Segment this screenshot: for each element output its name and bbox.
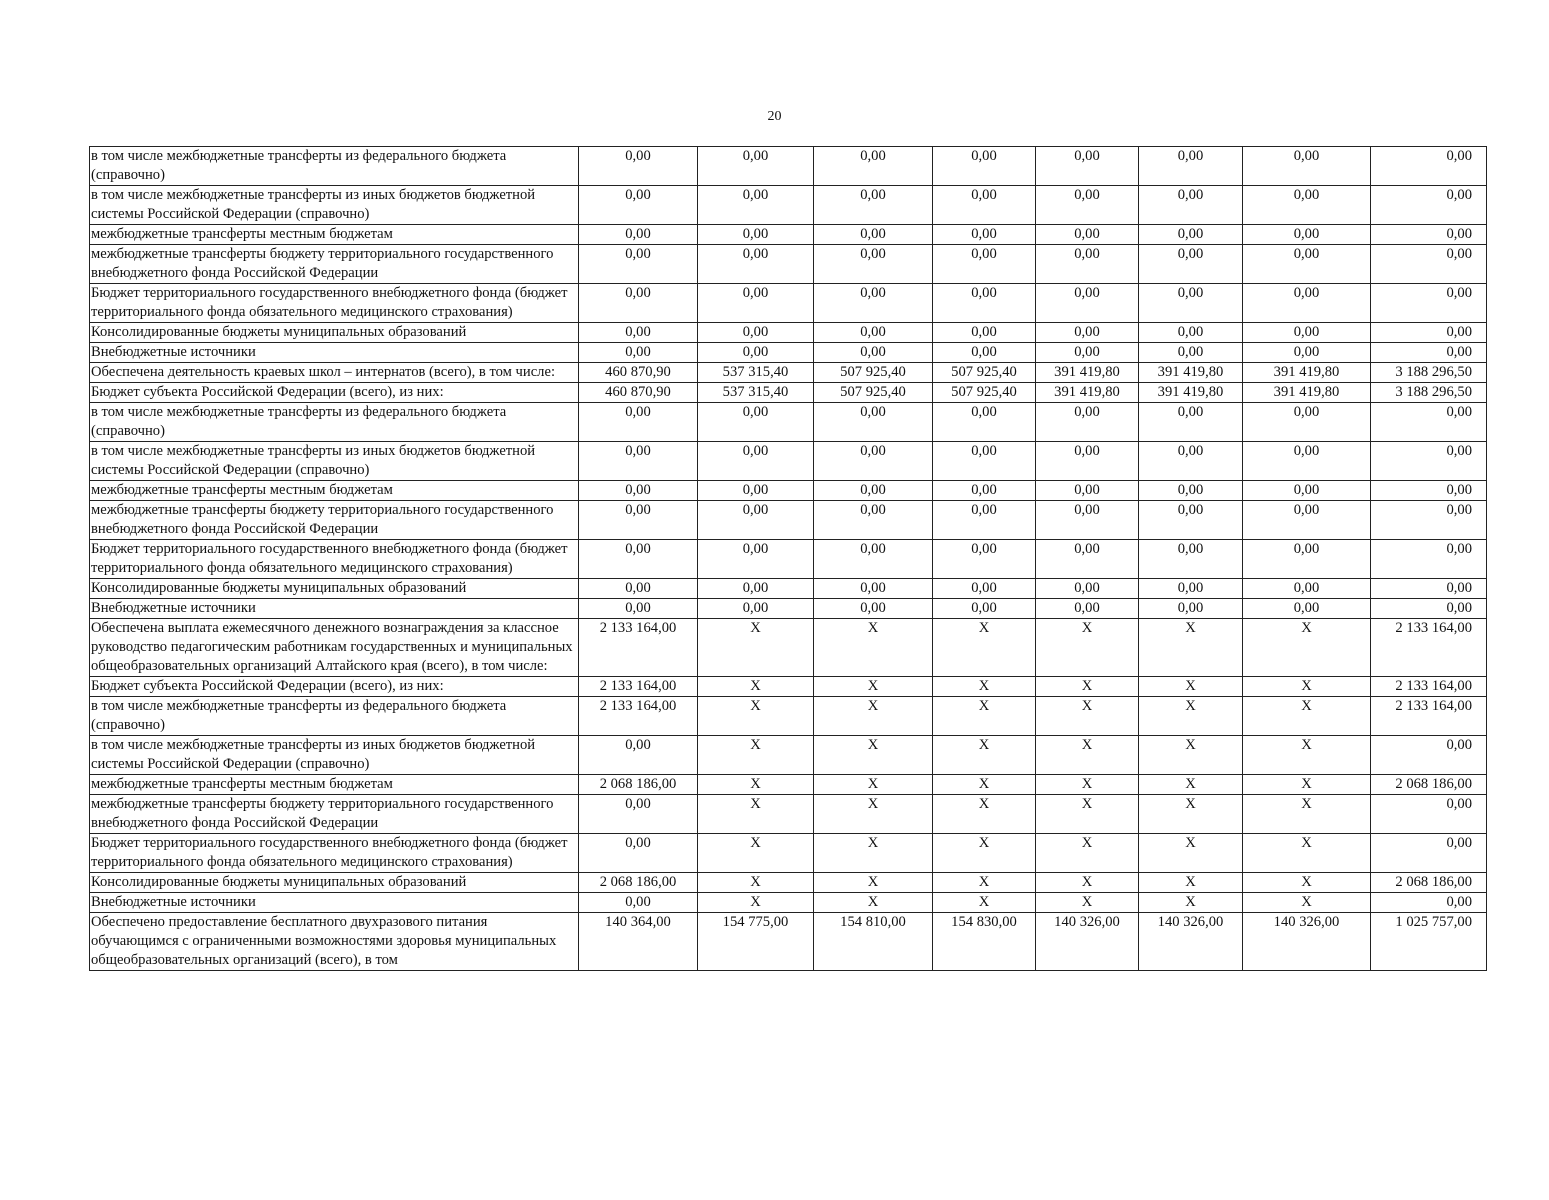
table-row	[90, 501, 1487, 540]
row-total-cell: 0,00	[1371, 343, 1487, 363]
value-cell: 0,00	[1139, 147, 1243, 186]
value-cell: X	[1243, 873, 1371, 893]
value-cell: 0,00	[933, 284, 1036, 323]
value-cell: 0,00	[698, 343, 814, 363]
table-row	[90, 795, 1487, 834]
row-total-cell: 0,00	[1371, 501, 1487, 540]
value-cell: X	[1139, 736, 1243, 775]
value-cell: X	[814, 834, 933, 873]
value-cell: X	[1036, 775, 1139, 795]
value-cell: 0,00	[814, 147, 933, 186]
row-label: Внебюджетные источники	[90, 893, 579, 913]
value-cell: X	[933, 736, 1036, 775]
table-row	[90, 225, 1487, 245]
value-cell: 0,00	[698, 284, 814, 323]
table-row	[90, 363, 1487, 383]
value-cell: 2 133 164,00	[579, 677, 698, 697]
value-cell: X	[814, 619, 933, 677]
value-cell: 0,00	[579, 736, 698, 775]
value-cell: X	[1243, 619, 1371, 677]
value-cell: X	[1243, 775, 1371, 795]
row-label: Внебюджетные источники	[90, 599, 579, 619]
value-cell: 0,00	[1243, 599, 1371, 619]
table-row	[90, 579, 1487, 599]
row-label: в том числе межбюджетные трансферты из иных бюджетов бюджетной системы Российской Федерации (справочно)	[90, 186, 579, 225]
value-cell: 0,00	[698, 186, 814, 225]
table-row	[90, 284, 1487, 323]
row-label: Консолидированные бюджеты муниципальных образований	[90, 579, 579, 599]
table-row	[90, 481, 1487, 501]
value-cell: X	[1243, 697, 1371, 736]
row-label: Обеспечена деятельность краевых школ – интернатов (всего), в том числе:	[90, 363, 579, 383]
value-cell: X	[1139, 795, 1243, 834]
value-cell: 0,00	[933, 403, 1036, 442]
value-cell: 0,00	[814, 442, 933, 481]
value-cell: 0,00	[1243, 403, 1371, 442]
value-cell: 0,00	[1139, 540, 1243, 579]
value-cell: 0,00	[814, 501, 933, 540]
row-total-cell: 0,00	[1371, 245, 1487, 284]
table-row	[90, 147, 1487, 186]
value-cell: 140 364,00	[579, 913, 698, 971]
value-cell: 0,00	[1139, 501, 1243, 540]
value-cell: 0,00	[579, 403, 698, 442]
row-total-cell: 0,00	[1371, 599, 1487, 619]
value-cell: 460 870,90	[579, 363, 698, 383]
value-cell: 0,00	[814, 245, 933, 284]
value-cell: 0,00	[1036, 147, 1139, 186]
value-cell: 0,00	[698, 245, 814, 284]
value-cell: 391 419,80	[1243, 363, 1371, 383]
value-cell: 0,00	[1036, 540, 1139, 579]
table-row	[90, 245, 1487, 284]
value-cell: 0,00	[579, 795, 698, 834]
row-total-cell: 2 133 164,00	[1371, 697, 1487, 736]
value-cell: 0,00	[1036, 579, 1139, 599]
value-cell: X	[814, 736, 933, 775]
value-cell: X	[698, 834, 814, 873]
value-cell: 0,00	[579, 284, 698, 323]
value-cell: X	[698, 619, 814, 677]
value-cell: 0,00	[698, 579, 814, 599]
table-row	[90, 323, 1487, 343]
value-cell: 0,00	[814, 579, 933, 599]
value-cell: 0,00	[579, 893, 698, 913]
value-cell: 0,00	[814, 343, 933, 363]
row-label: Обеспечена выплата ежемесячного денежного вознаграждения за классное руководство педагогическим работникам государственных и муниципальных общеобразовательных организаций Алтайского края (всего), в том числе:	[90, 619, 579, 677]
value-cell: X	[933, 834, 1036, 873]
value-cell: X	[933, 697, 1036, 736]
value-cell: 0,00	[1036, 481, 1139, 501]
value-cell: X	[1139, 873, 1243, 893]
value-cell: 0,00	[933, 186, 1036, 225]
value-cell: 0,00	[698, 323, 814, 343]
value-cell: 0,00	[933, 540, 1036, 579]
value-cell: 140 326,00	[1243, 913, 1371, 971]
row-total-cell: 0,00	[1371, 795, 1487, 834]
table-row	[90, 873, 1487, 893]
value-cell: 154 775,00	[698, 913, 814, 971]
row-total-cell: 0,00	[1371, 442, 1487, 481]
row-label: межбюджетные трансферты бюджету территориального государственного внебюджетного фонда Российской Федерации	[90, 795, 579, 834]
table-row	[90, 343, 1487, 363]
row-label: в том числе межбюджетные трансферты из федерального бюджета (справочно)	[90, 403, 579, 442]
value-cell: 0,00	[1139, 403, 1243, 442]
value-cell: X	[814, 893, 933, 913]
value-cell: X	[698, 736, 814, 775]
row-label: межбюджетные трансферты местным бюджетам	[90, 225, 579, 245]
row-label: Бюджет субъекта Российской Федерации (всего), из них:	[90, 383, 579, 403]
value-cell: X	[698, 893, 814, 913]
value-cell: 537 315,40	[698, 383, 814, 403]
value-cell: 0,00	[814, 481, 933, 501]
row-label: межбюджетные трансферты местным бюджетам	[90, 481, 579, 501]
row-total-cell: 0,00	[1371, 579, 1487, 599]
row-label: межбюджетные трансферты местным бюджетам	[90, 775, 579, 795]
table-row	[90, 913, 1487, 971]
value-cell: 0,00	[1243, 225, 1371, 245]
row-label: Внебюджетные источники	[90, 343, 579, 363]
value-cell: X	[1243, 795, 1371, 834]
value-cell: 0,00	[1036, 245, 1139, 284]
value-cell: 2 068 186,00	[579, 873, 698, 893]
value-cell: 0,00	[933, 481, 1036, 501]
value-cell: X	[1243, 736, 1371, 775]
value-cell: 140 326,00	[1036, 913, 1139, 971]
value-cell: 0,00	[698, 225, 814, 245]
value-cell: 0,00	[698, 540, 814, 579]
value-cell: 0,00	[933, 245, 1036, 284]
value-cell: 2 068 186,00	[579, 775, 698, 795]
value-cell: 507 925,40	[814, 363, 933, 383]
value-cell: X	[698, 677, 814, 697]
value-cell: 154 810,00	[814, 913, 933, 971]
value-cell: 2 133 164,00	[579, 697, 698, 736]
value-cell: X	[698, 795, 814, 834]
value-cell: 507 925,40	[933, 383, 1036, 403]
value-cell: 507 925,40	[814, 383, 933, 403]
page-number: 20	[767, 109, 782, 124]
table-row	[90, 599, 1487, 619]
value-cell: 0,00	[1036, 442, 1139, 481]
value-cell: 0,00	[1139, 599, 1243, 619]
row-total-cell: 0,00	[1371, 834, 1487, 873]
row-total-cell: 3 188 296,50	[1371, 363, 1487, 383]
row-total-cell: 0,00	[1371, 147, 1487, 186]
value-cell: 0,00	[579, 245, 698, 284]
value-cell: 0,00	[933, 323, 1036, 343]
value-cell: 0,00	[698, 501, 814, 540]
table-row	[90, 403, 1487, 442]
value-cell: 0,00	[814, 323, 933, 343]
row-total-cell: 1 025 757,00	[1371, 913, 1487, 971]
value-cell: X	[1243, 893, 1371, 913]
value-cell: X	[814, 795, 933, 834]
value-cell: 0,00	[1036, 599, 1139, 619]
value-cell: 0,00	[1139, 481, 1243, 501]
value-cell: X	[933, 795, 1036, 834]
value-cell: 0,00	[1139, 284, 1243, 323]
value-cell: X	[933, 775, 1036, 795]
value-cell: 0,00	[1243, 284, 1371, 323]
value-cell: 0,00	[698, 481, 814, 501]
value-cell: 0,00	[933, 579, 1036, 599]
value-cell: 0,00	[814, 540, 933, 579]
row-label: Бюджет территориального государственного внебюджетного фонда (бюджет территориального фонда обязательного медицинского страхования)	[90, 834, 579, 873]
row-label: в том числе межбюджетные трансферты из федерального бюджета (справочно)	[90, 147, 579, 186]
value-cell: 0,00	[1139, 442, 1243, 481]
table-row	[90, 834, 1487, 873]
value-cell: 0,00	[1243, 540, 1371, 579]
value-cell: X	[1139, 697, 1243, 736]
table-row	[90, 775, 1487, 795]
row-total-cell: 0,00	[1371, 225, 1487, 245]
row-label: Бюджет территориального государственного внебюджетного фонда (бюджет территориального фонда обязательного медицинского страхования)	[90, 540, 579, 579]
value-cell: 0,00	[1243, 147, 1371, 186]
value-cell: 0,00	[1139, 245, 1243, 284]
value-cell: 0,00	[579, 186, 698, 225]
value-cell: 0,00	[579, 147, 698, 186]
value-cell: 0,00	[933, 501, 1036, 540]
value-cell: 0,00	[814, 225, 933, 245]
value-cell: X	[1036, 619, 1139, 677]
value-cell: 391 419,80	[1243, 383, 1371, 403]
value-cell: X	[814, 873, 933, 893]
value-cell: 0,00	[933, 147, 1036, 186]
value-cell: 391 419,80	[1036, 363, 1139, 383]
row-label: в том числе межбюджетные трансферты из федерального бюджета (справочно)	[90, 697, 579, 736]
row-total-cell: 0,00	[1371, 403, 1487, 442]
value-cell: X	[1139, 619, 1243, 677]
value-cell: X	[1139, 677, 1243, 697]
table-body	[90, 147, 1487, 971]
value-cell: 0,00	[698, 147, 814, 186]
value-cell: 0,00	[814, 284, 933, 323]
table-row	[90, 619, 1487, 677]
table-row	[90, 697, 1487, 736]
row-total-cell: 0,00	[1371, 284, 1487, 323]
row-total-cell: 2 133 164,00	[1371, 677, 1487, 697]
value-cell: 0,00	[1139, 186, 1243, 225]
value-cell: 0,00	[1036, 323, 1139, 343]
value-cell: 460 870,90	[579, 383, 698, 403]
value-cell: 0,00	[579, 834, 698, 873]
row-label: в том числе межбюджетные трансферты из иных бюджетов бюджетной системы Российской Федерации (справочно)	[90, 442, 579, 481]
value-cell: 0,00	[814, 403, 933, 442]
row-label: Консолидированные бюджеты муниципальных образований	[90, 323, 579, 343]
value-cell: 0,00	[698, 403, 814, 442]
row-total-cell: 0,00	[1371, 481, 1487, 501]
value-cell: 0,00	[1036, 501, 1139, 540]
value-cell: X	[814, 677, 933, 697]
table-row	[90, 186, 1487, 225]
value-cell: X	[698, 775, 814, 795]
row-total-cell: 2 133 164,00	[1371, 619, 1487, 677]
value-cell: 0,00	[698, 442, 814, 481]
value-cell: 0,00	[933, 343, 1036, 363]
value-cell: 0,00	[579, 599, 698, 619]
value-cell: X	[1243, 834, 1371, 873]
value-cell: 0,00	[579, 442, 698, 481]
value-cell: 0,00	[1036, 284, 1139, 323]
value-cell: X	[814, 697, 933, 736]
value-cell: 391 419,80	[1139, 363, 1243, 383]
row-total-cell: 0,00	[1371, 893, 1487, 913]
row-label: Бюджет субъекта Российской Федерации (всего), из них:	[90, 677, 579, 697]
row-label: Бюджет территориального государственного внебюджетного фонда (бюджет территориального фонда обязательного медицинского страхования)	[90, 284, 579, 323]
value-cell: 0,00	[1036, 225, 1139, 245]
table-row	[90, 893, 1487, 913]
row-total-cell: 0,00	[1371, 736, 1487, 775]
value-cell: 0,00	[933, 442, 1036, 481]
value-cell: X	[1139, 834, 1243, 873]
value-cell: 0,00	[1243, 323, 1371, 343]
value-cell: 391 419,80	[1139, 383, 1243, 403]
row-total-cell: 0,00	[1371, 186, 1487, 225]
value-cell: X	[1139, 893, 1243, 913]
table-row	[90, 540, 1487, 579]
value-cell: 0,00	[1036, 186, 1139, 225]
table-row	[90, 383, 1487, 403]
row-total-cell: 3 188 296,50	[1371, 383, 1487, 403]
row-total-cell: 0,00	[1371, 323, 1487, 343]
row-label: в том числе межбюджетные трансферты из иных бюджетов бюджетной системы Российской Федерации (справочно)	[90, 736, 579, 775]
value-cell: 0,00	[1243, 501, 1371, 540]
value-cell: 0,00	[1139, 225, 1243, 245]
value-cell: 0,00	[1036, 403, 1139, 442]
value-cell: 0,00	[1139, 343, 1243, 363]
value-cell: 0,00	[1139, 323, 1243, 343]
value-cell: X	[814, 775, 933, 795]
value-cell: 0,00	[579, 225, 698, 245]
value-cell: 0,00	[933, 599, 1036, 619]
value-cell: 0,00	[1243, 442, 1371, 481]
value-cell: 2 133 164,00	[579, 619, 698, 677]
value-cell: 0,00	[1243, 481, 1371, 501]
budget-table	[89, 146, 1487, 971]
value-cell: X	[698, 697, 814, 736]
value-cell: 0,00	[579, 540, 698, 579]
table-row	[90, 736, 1487, 775]
value-cell: X	[1036, 795, 1139, 834]
value-cell: X	[1036, 834, 1139, 873]
value-cell: 0,00	[1243, 343, 1371, 363]
value-cell: 0,00	[579, 343, 698, 363]
value-cell: 0,00	[579, 323, 698, 343]
value-cell: X	[933, 677, 1036, 697]
value-cell: X	[1036, 697, 1139, 736]
value-cell: X	[933, 873, 1036, 893]
value-cell: 0,00	[579, 501, 698, 540]
value-cell: 0,00	[933, 225, 1036, 245]
row-label: межбюджетные трансферты бюджету территориального государственного внебюджетного фонда Российской Федерации	[90, 245, 579, 284]
row-total-cell: 2 068 186,00	[1371, 873, 1487, 893]
value-cell: 0,00	[1243, 245, 1371, 284]
row-total-cell: 0,00	[1371, 540, 1487, 579]
value-cell: X	[1036, 677, 1139, 697]
value-cell: X	[933, 619, 1036, 677]
value-cell: 507 925,40	[933, 363, 1036, 383]
value-cell: 0,00	[814, 186, 933, 225]
value-cell: X	[1139, 775, 1243, 795]
value-cell: 0,00	[1139, 579, 1243, 599]
value-cell: X	[1036, 893, 1139, 913]
value-cell: X	[933, 893, 1036, 913]
row-label: Обеспечено предоставление бесплатного двухразового питания обучающимся с ограниченными возможностями здоровья муниципальных общеобразовательных организаций (всего), в том	[90, 913, 579, 971]
value-cell: 0,00	[579, 481, 698, 501]
row-label: межбюджетные трансферты бюджету территориального государственного внебюджетного фонда Российской Федерации	[90, 501, 579, 540]
value-cell: 140 326,00	[1139, 913, 1243, 971]
value-cell: X	[1243, 677, 1371, 697]
value-cell: X	[1036, 873, 1139, 893]
value-cell: 0,00	[1243, 579, 1371, 599]
value-cell: X	[1036, 736, 1139, 775]
table-row	[90, 677, 1487, 697]
table-row	[90, 442, 1487, 481]
value-cell: 0,00	[1036, 343, 1139, 363]
row-total-cell: 2 068 186,00	[1371, 775, 1487, 795]
value-cell: 0,00	[814, 599, 933, 619]
value-cell: 391 419,80	[1036, 383, 1139, 403]
value-cell: 0,00	[698, 599, 814, 619]
value-cell: X	[698, 873, 814, 893]
row-label: Консолидированные бюджеты муниципальных образований	[90, 873, 579, 893]
value-cell: 154 830,00	[933, 913, 1036, 971]
value-cell: 537 315,40	[698, 363, 814, 383]
value-cell: 0,00	[1243, 186, 1371, 225]
value-cell: 0,00	[579, 579, 698, 599]
